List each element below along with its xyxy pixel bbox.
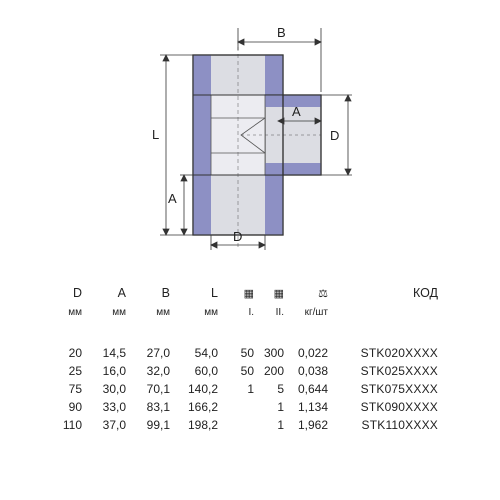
table-cell: 0,038 xyxy=(297,364,328,378)
table-cell: 1,134 xyxy=(297,400,328,414)
table-cell: 27,0 xyxy=(146,346,170,360)
product-code-cell: STK110XXXX xyxy=(361,418,438,432)
table-cell: 200 xyxy=(263,364,284,378)
table-cell: 30,0 xyxy=(102,382,126,396)
product-code-cell: STK020XXXX xyxy=(360,346,438,360)
dim-label-a-right: A xyxy=(292,104,301,119)
table-cell: 50 xyxy=(240,346,254,360)
table-cell: 54,0 xyxy=(194,346,218,360)
table-cell: 83,1 xyxy=(146,400,170,414)
product-code-cell: STK025XXXX xyxy=(360,364,438,378)
dim-label-a-left: A xyxy=(168,191,177,206)
unit-b: мм xyxy=(156,306,170,318)
table-cell: 0,022 xyxy=(297,346,328,360)
unit-d: мм xyxy=(68,306,82,318)
table-cell: 60,0 xyxy=(194,364,218,378)
table-cell: 14,5 xyxy=(102,346,126,360)
table-cell: 300 xyxy=(263,346,284,360)
table-cell: 90 xyxy=(68,400,82,414)
unit-a: мм xyxy=(112,306,126,318)
table-row xyxy=(48,344,438,362)
unit-pack-1: I. xyxy=(248,306,254,318)
header-pack-1 xyxy=(218,284,254,302)
product-code-cell: STK090XXXX xyxy=(360,400,438,414)
table-cell: 166,2 xyxy=(187,400,218,414)
scale-icon: ⚖ xyxy=(318,288,328,300)
table-cell: 75 xyxy=(68,382,82,396)
header-d: D xyxy=(72,286,82,300)
table-cell: 1 xyxy=(277,400,284,414)
table-cell: 20 xyxy=(68,346,82,360)
spec-table xyxy=(48,284,438,434)
dim-label-d-right: D xyxy=(330,128,340,143)
table-cell: 0,644 xyxy=(297,382,328,396)
table-row xyxy=(48,380,438,398)
dim-label-l: L xyxy=(152,127,160,142)
header-a: A xyxy=(117,286,126,300)
table-cell: 198,2 xyxy=(187,418,218,432)
packages-icon: ▦ xyxy=(273,288,284,300)
table-cell xyxy=(218,398,254,416)
table-cell: 110 xyxy=(62,418,82,432)
table-row xyxy=(48,416,438,434)
table-cell: 140,2 xyxy=(187,382,218,396)
unit-l: мм xyxy=(204,306,218,318)
table-cell xyxy=(218,416,254,434)
unit-weight: кг/шт xyxy=(304,306,328,318)
table-cell: 16,0 xyxy=(102,364,126,378)
package-icon: ▦ xyxy=(243,288,254,300)
dim-label-d-bottom: D xyxy=(233,229,243,244)
units-row xyxy=(48,302,438,322)
table-cell: 25 xyxy=(68,364,82,378)
header-pack-2 xyxy=(254,284,284,302)
header-code: КОД xyxy=(412,286,438,300)
table-cell: 1 xyxy=(247,382,254,396)
tee-body xyxy=(193,40,321,250)
table-cell: 32,0 xyxy=(146,364,170,378)
dim-label-b: B xyxy=(277,25,286,40)
header-l: L xyxy=(211,286,218,300)
table-cell: 70,1 xyxy=(146,382,170,396)
table-cell: 1 xyxy=(277,418,284,432)
spec-rows xyxy=(48,344,438,434)
unit-pack-2: II. xyxy=(275,306,284,318)
unit-code xyxy=(328,302,438,322)
table-cell: 50 xyxy=(240,364,254,378)
header-row xyxy=(48,284,438,302)
header-weight xyxy=(284,284,328,302)
table-cell: 33,0 xyxy=(102,400,126,414)
table-cell: 1,962 xyxy=(297,418,328,432)
product-code-cell: STK075XXXX xyxy=(360,382,438,396)
table-cell: 99,1 xyxy=(146,418,170,432)
table-row xyxy=(48,398,438,416)
header-b: B xyxy=(161,286,170,300)
table-cell: 37,0 xyxy=(102,418,126,432)
table-row xyxy=(48,362,438,380)
table-cell: 5 xyxy=(277,382,284,396)
